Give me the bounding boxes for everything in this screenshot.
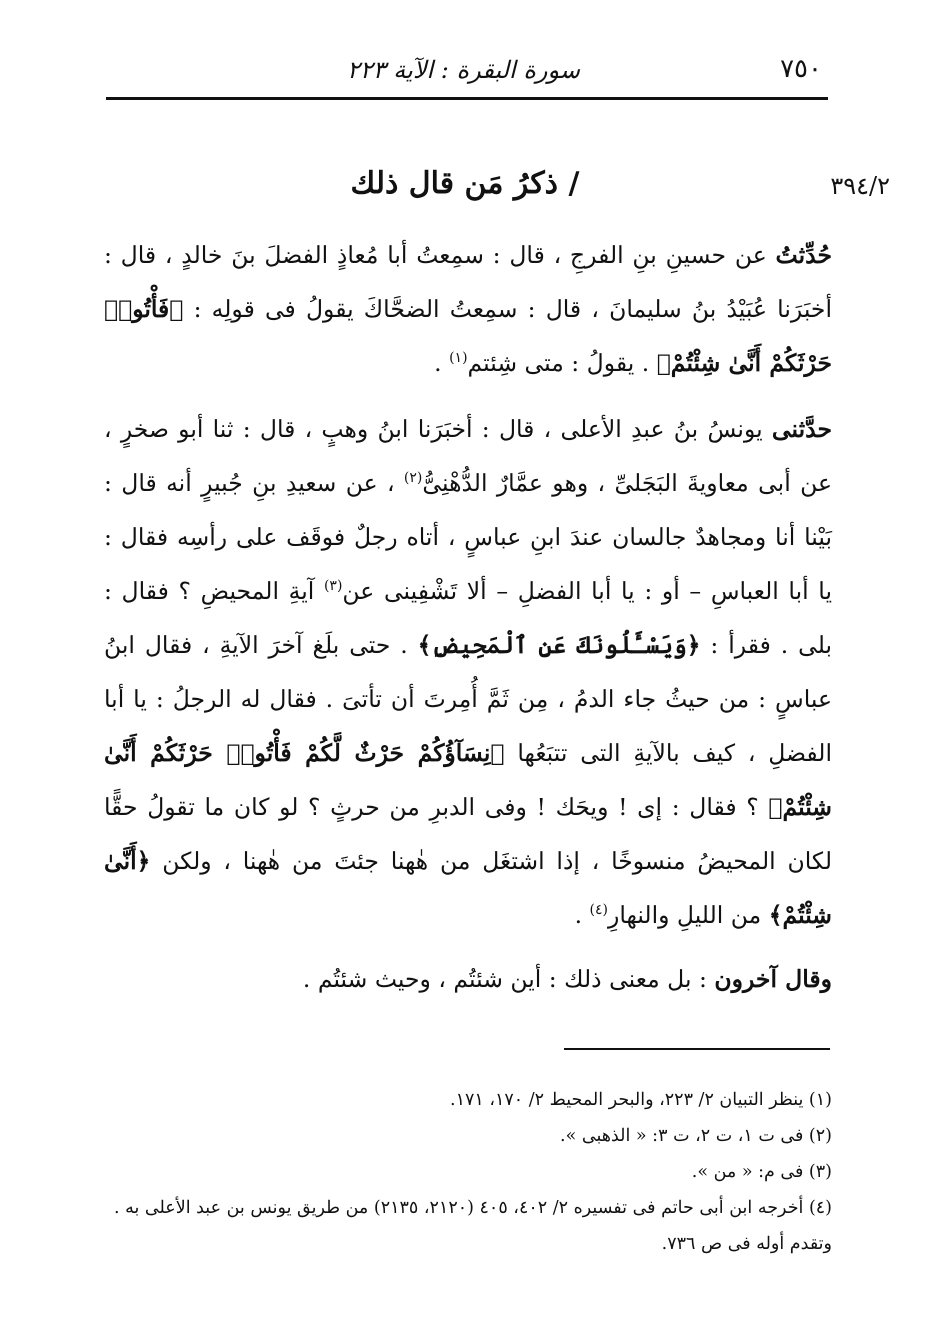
header-rule	[106, 97, 828, 100]
text-run: . يقولُ : متى شِئتم	[467, 349, 657, 377]
text-run: يونسُ بنُ عبدِ الأعلى ، قال : أخبَرَنا ابنُ وهبٍ ، قال : ثنا أبو صخرٍ ، عن أبى معاويةَ البَجَلىِّ ، وهو عمَّارٌ الدُّهْنِىُّ	[104, 415, 832, 497]
section-heading: / ذكرُ مَن قال ذلك	[350, 166, 580, 201]
running-title: سورة البقرة : الآية ٢٢٣	[346, 56, 580, 84]
text-run: ، عن سعيدِ بنِ جُبيرٍ أنه قال : بَيْنا أنا ومجاهدٌ جالسان عندَ ابنِ عباسٍ ، أتاه رجلٌ فوقَف على رأسِه فقال : يا أبا العباسِ – أو : يا أبا الفضلِ – ألا تَشْفِينى عن	[104, 469, 832, 605]
text-run: .	[434, 349, 450, 377]
text-run: .	[574, 901, 590, 929]
footnote-rule	[564, 1048, 830, 1050]
running-head	[100, 52, 830, 92]
quran-quote: ﴿فَأْتُوا۟ حَرْثَكُمْ أَنَّىٰ شِئْتُمْ﴾	[104, 295, 832, 377]
paragraph-lead: حُدِّثتُ	[775, 241, 832, 269]
margin-reference: ٣٩٤/٢	[830, 172, 890, 200]
text-run: آيةِ المحيضِ ؟ فقال : بلى . فقرأ :	[104, 577, 833, 659]
paragraph-2	[104, 402, 832, 942]
quran-quote: ﴿أَنَّىٰ شِئْتُمْ﴾	[104, 847, 832, 929]
paragraph-lead: حدَّثنى	[771, 415, 832, 443]
text-run: ؟ فقال : إى ! ويحَك ! وفى الدبرِ من حرثٍ ؟ لو كان ما تقولُ حقًّا لكان المحيضُ منسوخًا ، إذا اشتغَل من هٰهنا جئتَ من هٰهنا ، ولكن	[104, 793, 832, 875]
quran-quote: ﴿وَيَسْـَٔلُونَكَ عَنِ ٱلْمَحِيضِ﴾	[417, 631, 701, 659]
quran-quote: ﴿نِسَآؤُكُمْ حَرْثٌ لَّكُمْ فَأْتُوا۟ حَرْثَكُمْ أَنَّىٰ شِئْتُمْ﴾	[104, 739, 832, 821]
footnote-4: (٤) أخرجه ابن أبى حاتم فى تفسيره ٢/ ٤٠٢، ٤٠٥ (٢١٢٠، ٢١٣٥) من طريق يونس بن عبد الأعلى به .	[113, 1198, 832, 1218]
paragraph-lead: وقال آخرون	[714, 965, 832, 993]
footnote-marker: (١)	[449, 350, 468, 367]
footnote-4-continuation: وتقدم أوله فى ص ٧٣٦.	[661, 1234, 832, 1254]
footnote-marker: (٣)	[323, 578, 343, 595]
footnote-2: (٢) فى ت ١، ت ٢، ت ٣: « الذهبى ».	[560, 1126, 832, 1146]
text-run: من الليلِ والنهارِ	[607, 901, 769, 929]
text-run: . حتى بلَغ آخرَ الآيةِ ، فقال ابنُ عباسٍ : من حيثُ جاء الدمُ ، مِن ثَمَّ أُمِرتَ أن تأتىَ . فقال له الرجلُ : يا أبا الفضلِ ، كيف بالآيةِ التى تتبَعُها	[104, 631, 832, 767]
page-number: ٧٥٠	[780, 54, 822, 84]
paragraph-1	[104, 228, 832, 390]
footnote-marker: (٢)	[403, 470, 423, 487]
text-run: : بل معنى ذلك : أين شئتُم ، وحيث شئتُم .	[302, 965, 715, 993]
footnote-marker: (٤)	[589, 902, 608, 919]
paragraph-3	[104, 952, 832, 1006]
text-run: عن حسينِ بنِ الفرجِ ، قال : سمِعتُ أبا مُعاذٍ الفضلَ بنَ خالدٍ ، قال : أخبَرَنا عُبَيْدُ بنُ سليمانَ ، قال : سمِعتُ الضحَّاكَ يقولُ فى قولِه :	[104, 241, 832, 323]
footnotes	[104, 1082, 832, 1262]
body-text	[104, 228, 832, 1006]
footnote-3: (٣) فى م: « من ».	[691, 1162, 832, 1182]
footnote-1: (١) ينظر التبيان ٢/ ٢٢٣، والبحر المحيط ٢/ ١٧٠، ١٧١.	[449, 1090, 832, 1110]
